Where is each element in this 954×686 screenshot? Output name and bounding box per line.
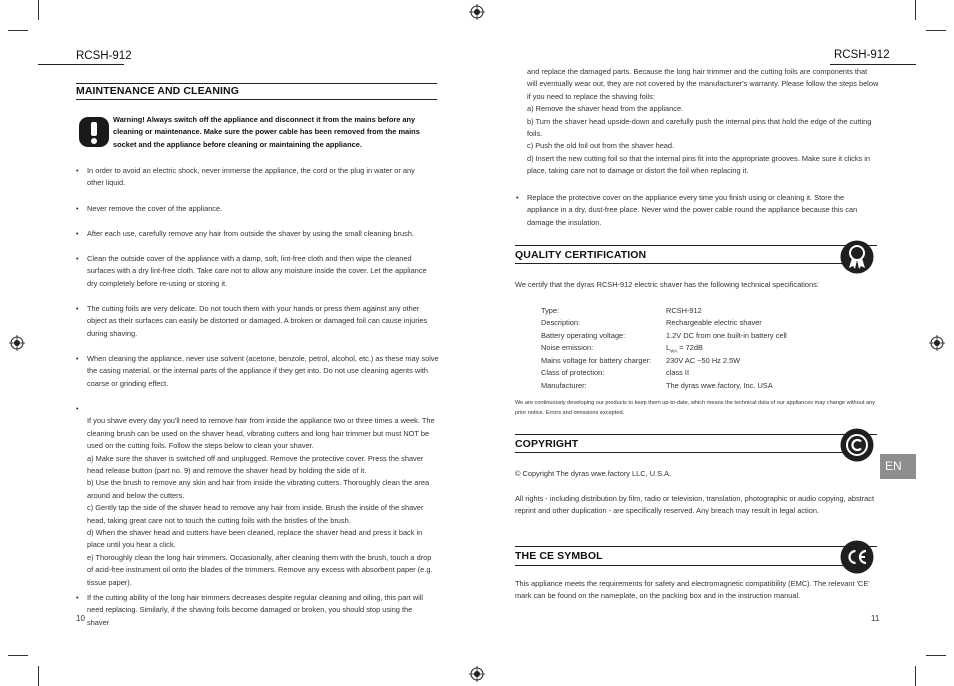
section-title: THE CE SYMBOL xyxy=(515,550,603,562)
model-number: RCSH-912 xyxy=(834,49,890,61)
spec-value: 230V AC ~50 Hz 2.5W xyxy=(666,356,741,365)
copyright-line: © Copyright The dyras wwe.factory LLC, U.S.A. xyxy=(515,469,672,478)
crop-mark xyxy=(38,0,39,20)
model-number: RCSH-912 xyxy=(76,50,132,62)
ce-mark-icon xyxy=(840,540,874,574)
quality-intro: We certify that the dyras RCSH-912 electric shaver has the following technical specifications: xyxy=(515,280,819,289)
section-top-rule xyxy=(76,83,437,84)
spec-value: RCSH-912 xyxy=(666,306,702,315)
spec-value: 1.2V DC from one built-in battery cell xyxy=(666,331,787,340)
spec-label: Battery operating voltage: xyxy=(541,331,626,340)
copyright-badge-icon xyxy=(840,428,874,462)
section-title: MAINTENANCE AND CLEANING xyxy=(76,85,240,97)
page-number: 10 xyxy=(76,614,85,623)
registration-mark-icon xyxy=(929,335,945,351)
spec-value: The dyras wwe.factory, Inc. USA xyxy=(666,381,773,390)
list-item: • Clean the outside cover of the appliance with a damp, soft, lint-free cloth and then wipe the cleaned surfaces with a dry lint-free cloth. Take care not to allow any moisture inside the cover. Let the appliance dry completely before re-using or storing it. xyxy=(76,254,427,288)
list-item: • When cleaning the appliance, never use solvent (acetone, benzole, petrol, alcohol, etc.) as these may solve the casing material, or the internal parts of the appliance if they get into. Do not use cleaning agents with coarse or grinding effect. xyxy=(76,354,439,388)
header-rule xyxy=(38,64,124,65)
spec-label: Class of protection: xyxy=(541,368,605,377)
spec-value: class II xyxy=(666,368,689,377)
spec-value: Rechargeable electric shaver xyxy=(666,318,762,327)
list-item: • The cutting foils are very delicate. Do not touch them with your hands or press them against any other object as their surfaces can easily be distorted or damaged. A broken or damaged foil can cause injuries during shaving. xyxy=(76,304,428,338)
registration-mark-icon xyxy=(469,666,485,682)
section-title: COPYRIGHT xyxy=(515,438,579,450)
registration-mark-icon xyxy=(9,335,25,351)
section-bottom-rule xyxy=(515,263,845,264)
continued-text: and replace the damaged parts. Because the long hair trimmer and the cutting foils are components that will eventually wear out, they are not covered by the manufacturer's warranty. Please follow the steps below if you need to replace the shaving foils: a) Remove the shaver head from the appliance. b) Turn the shaver head upside-down and carefully push the internal pins that hold the edge of the cutting foils. c) Push the old foil out from the shaver head. d) Insert the new cutting foil so that the internal pins fit into the appropriate grooves. Make sure it clicks in place, taking care not to damage or distort the foil when replacing it. xyxy=(527,67,879,176)
warning-icon xyxy=(78,116,110,148)
copyright-rights: All rights - including distribution by film, radio or television, translation, photographic or audio copying, abstract reprint and other duplication - are specifically reserved. Any breach may result in legal action. xyxy=(515,494,875,516)
language-tab: EN xyxy=(880,454,916,479)
spec-value: $L_{WA} = 72dB$ xyxy=(666,343,703,354)
spec-label: Manufacturer: xyxy=(541,381,587,390)
section-top-rule xyxy=(515,434,877,435)
section-bottom-rule xyxy=(515,452,845,453)
spec-label: Description: xyxy=(541,318,581,327)
section-title: QUALITY CERTIFICATION xyxy=(515,249,647,261)
list-item: • If you shave every day you'll need to remove hair from inside the appliance two or three times a week. The cleaning brush can be used on the shaver head, vibrating cutters and long hair trimmer but must NOT be used on the cutting foils. Follow the steps below to clean your shaver. a) Make sure the shaver is switched off and unplugged. Remove the protective cover. Press the shaver head release button (part no. 9) and remove the shaver head by holding the side of it. b) Use the brush to remove any skin and hair from inside the vibrating cutters. Thoroughly clean the area around and below the cutters. c) Gently tap the side of the shaver head to remove any hair from inside. Brush the inside of the shaver head, taking great care not to touch the cutting foils with the bristles of the brush. d) When the shaver head and cutters have been cleaned, replace the shaver head and press it back in place until you hear a click. e) Thoroughly clean the long hair trimmers. Occasionally, after cleaning them with the brush, touch a drop of acid-free instrument oil onto the blades of the trimmers. Remove any excess with absorbent paper (e.g. tissue paper). xyxy=(76,404,435,587)
warning-text: Warning! Always switch off the appliance and disconnect it from the mains before any cleaning or maintenance. Make sure the power cable has been removed from the mains socket and the appliance before cleaning or maintaining the appliance. xyxy=(113,115,420,149)
section-top-rule xyxy=(515,546,877,547)
crop-mark xyxy=(8,30,28,31)
crop-mark xyxy=(915,666,916,686)
crop-mark xyxy=(926,30,946,31)
award-badge-icon xyxy=(840,240,874,274)
list-item: • Replace the protective cover on the appliance every time you finish using or cleaning it. Store the appliance in a dry, dust-free place. Never wind the power cable round the appliance because this can damage the insulation. xyxy=(516,193,858,227)
spec-label: Noise emission: xyxy=(541,343,594,352)
registration-mark-icon xyxy=(469,4,485,20)
header-rule xyxy=(830,64,916,65)
ce-text: This appliance meets the requirements for safety and electromagnetic compatibility (EMC). The relevant 'CE' mark can be found on the nameplate, on the packing box and in the instruction manual. xyxy=(515,579,870,601)
section-bottom-rule xyxy=(76,99,437,100)
section-bottom-rule xyxy=(515,565,845,566)
disclaimer: We are continuously developing our products to keep them up-to-date, which means the technical data of our appliances may change without any prior notice. Errors and omissions excepted. xyxy=(515,400,875,416)
crop-mark xyxy=(8,655,28,656)
section-top-rule xyxy=(515,245,877,246)
spec-label: Type: xyxy=(541,306,560,315)
spec-label: Mains voltage for battery charger: xyxy=(541,356,652,365)
list-item: • After each use, carefully remove any hair from outside the shaver by using the small cleaning brush. xyxy=(76,229,414,238)
page-number: 11 xyxy=(871,614,880,623)
list-item: • Never remove the cover of the appliance. xyxy=(76,204,223,213)
crop-mark xyxy=(38,666,39,686)
list-item: • If the cutting ability of the long hair trimmers decreases despite regular cleaning and oiling, this part will need replacing. Similarly, if the shaving foils become damaged or broken, you should stop using the shaver xyxy=(76,593,424,627)
crop-mark xyxy=(915,0,916,20)
crop-mark xyxy=(926,655,946,656)
list-item: • In order to avoid an electric shock, never immerse the appliance, the cord or the plug in water or any other liquid. xyxy=(76,166,415,188)
